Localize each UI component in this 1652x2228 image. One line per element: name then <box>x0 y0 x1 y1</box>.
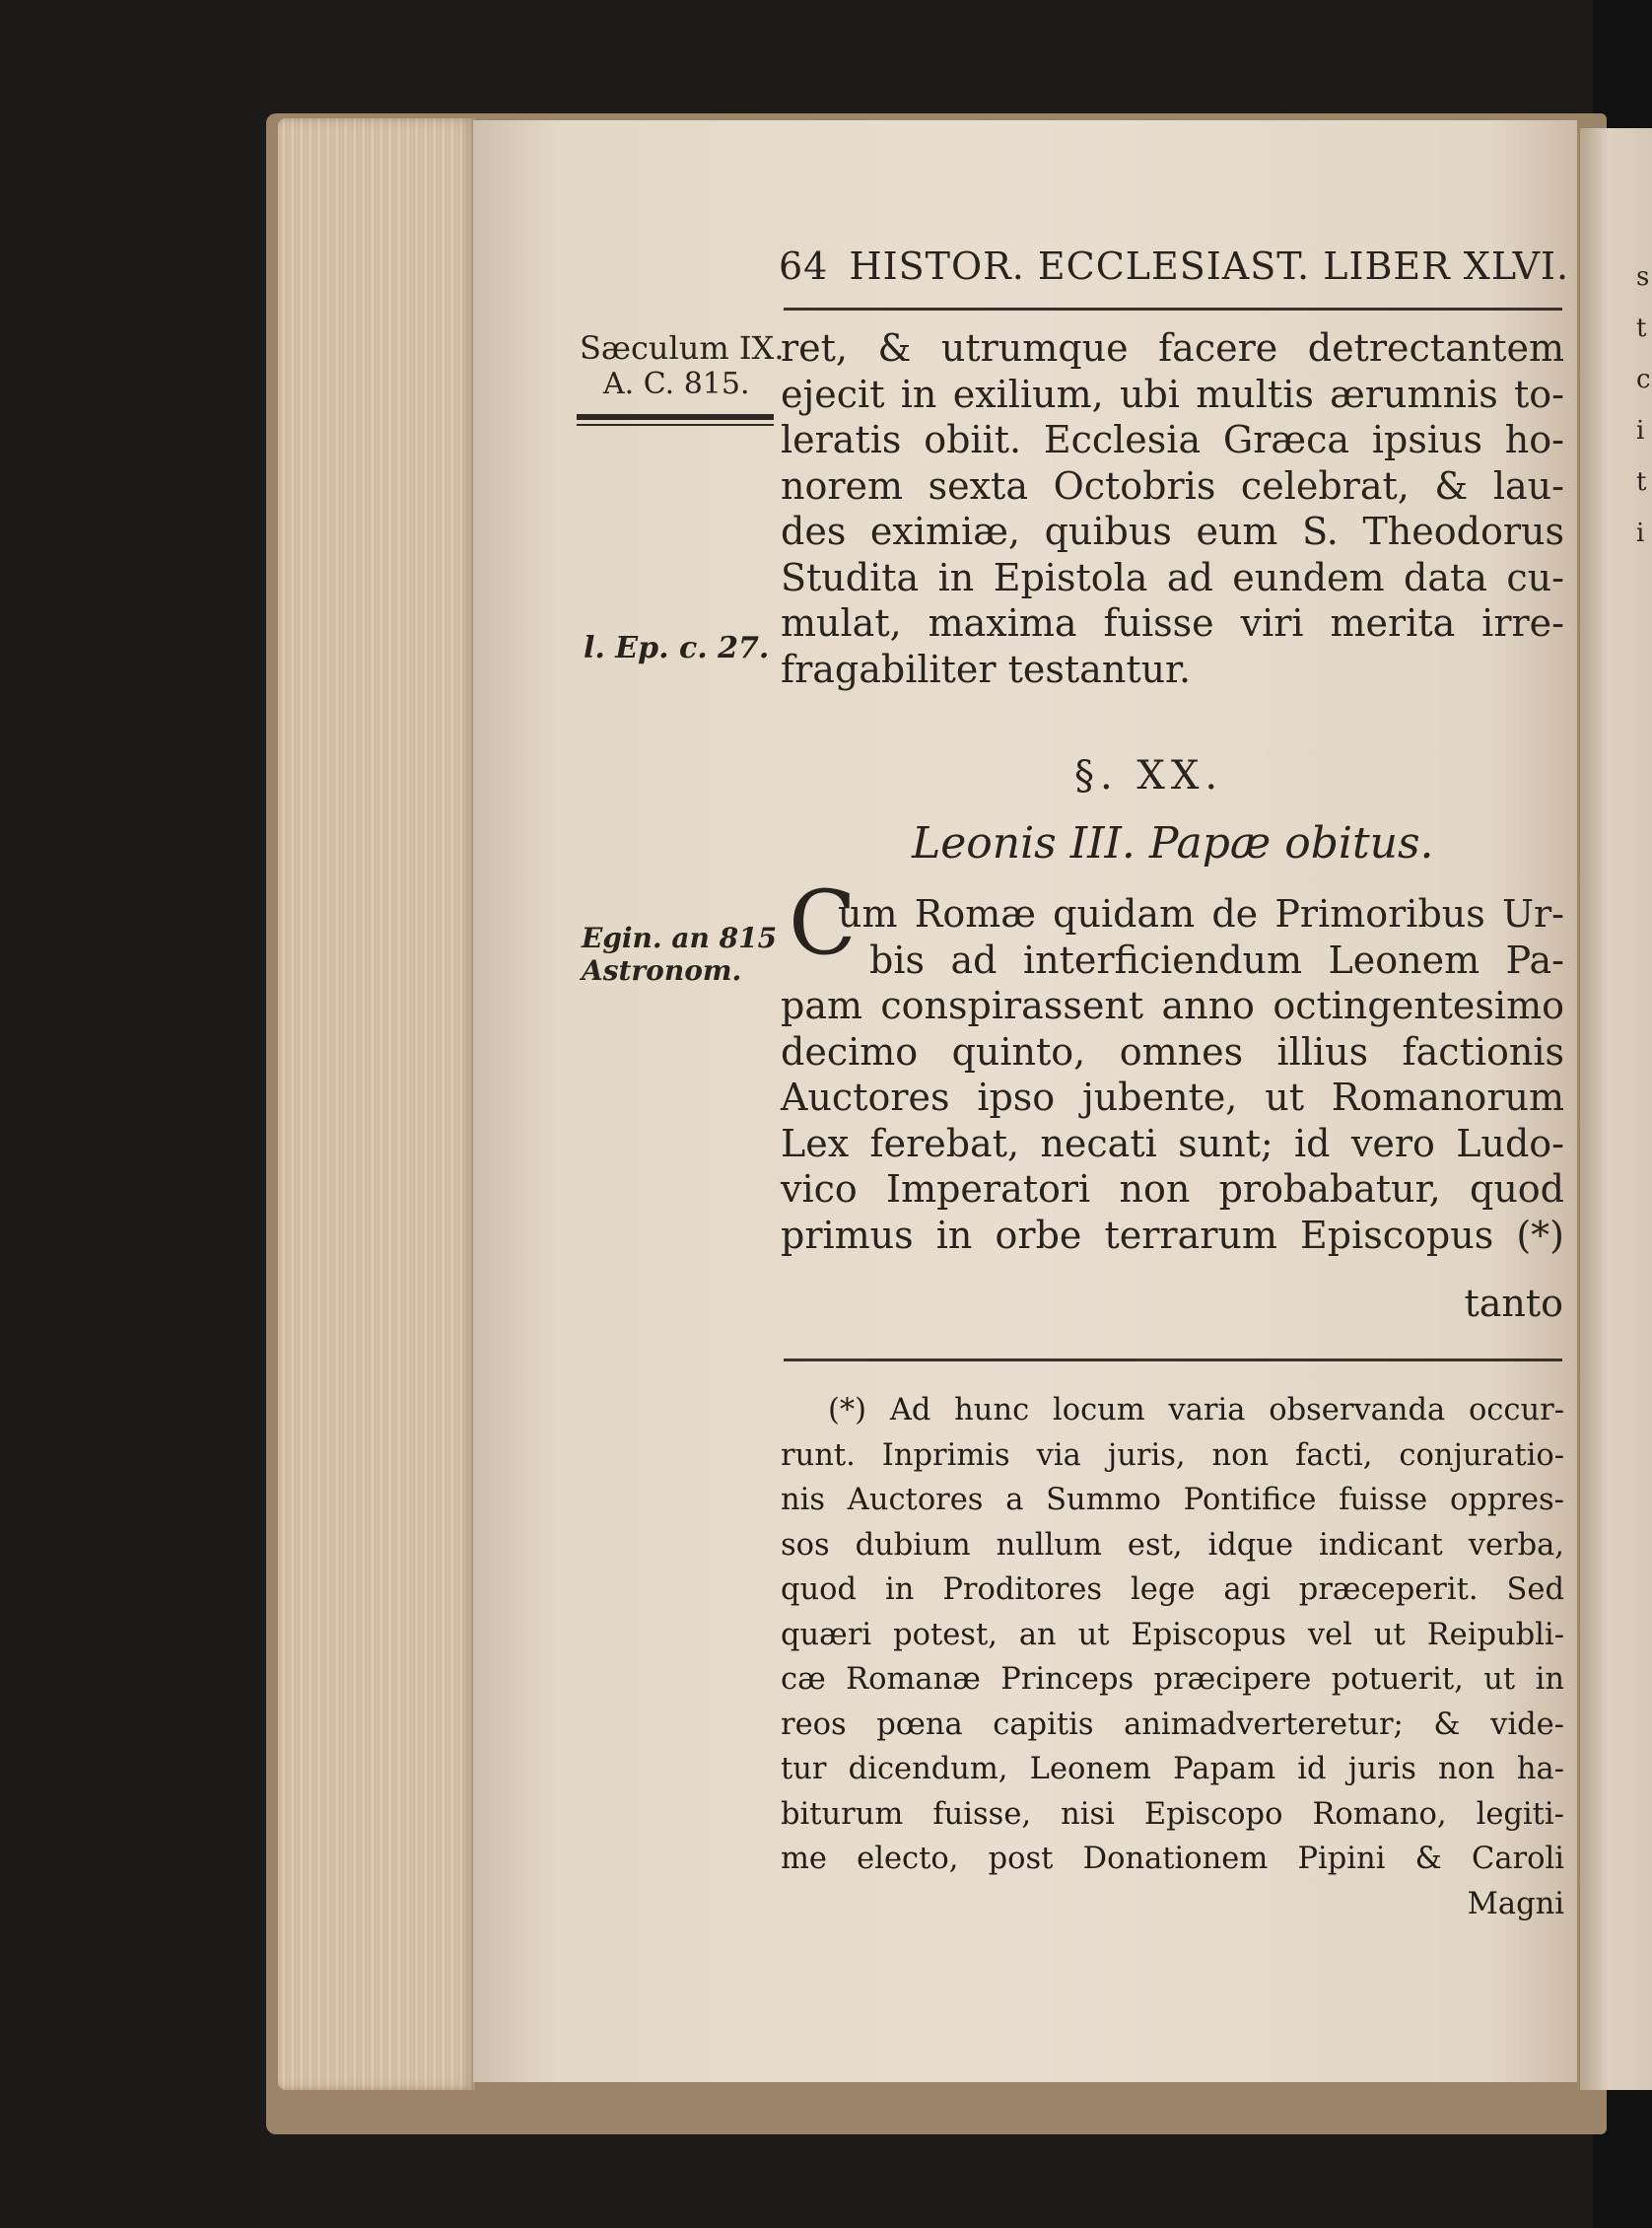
margin-reference: Egin. an 815 <box>582 922 778 954</box>
footnote-line: sos dubium nullum est, idque indicant verba, <box>781 1527 1564 1563</box>
header-rule <box>784 308 1562 311</box>
footnote-line: reos pœna capitis animadverteretur; & vide- <box>781 1706 1564 1742</box>
text-line: pam conspirassent anno octingentesimo <box>781 984 1564 1027</box>
margin-rule-thick <box>577 414 774 420</box>
footnote-line: runt. Inprimis via juris, non facti, conjuratio- <box>781 1437 1564 1473</box>
text-line: bis ad interficiendum Leonem Pa- <box>869 938 1564 982</box>
text-line: des eximiæ, quibus eum S. Theodorus <box>781 510 1564 553</box>
facing-page-letters <box>1636 251 1652 559</box>
section-title: Leonis III. Papæ obitus. <box>912 818 1434 869</box>
footnote-line: quod in Proditores lege agi præceperit. Sed <box>781 1572 1564 1607</box>
margin-rule-thin <box>577 424 774 426</box>
text-line: Studita in Epistola ad eundem data cu- <box>781 555 1564 599</box>
facing-letter: t <box>1636 313 1647 343</box>
facing-letter: c <box>1636 365 1651 394</box>
dark-background <box>0 0 261 2228</box>
margin-year: A. C. 815. <box>603 367 750 401</box>
footnote-line: biturum fuisse, nisi Episcopo Romano, legiti- <box>781 1796 1564 1832</box>
running-header <box>779 244 1570 288</box>
facing-letter: t <box>1636 467 1647 497</box>
margin-reference: l. Ep. c. 27. <box>584 631 770 665</box>
page-edges <box>278 118 475 2090</box>
text-line: leratis obiit. Ecclesia Græca ipsius ho- <box>781 418 1564 461</box>
text-line: primus in orbe terrarum Episcopus (*) <box>781 1213 1564 1257</box>
text-line: ejecit in exilium, ubi multis ærumnis to- <box>781 372 1564 416</box>
running-title: HISTOR. ECCLESIAST. LIBER XLVI. <box>849 244 1570 288</box>
facing-letter: i <box>1636 416 1645 446</box>
text-line: norem sexta Octobris celebrat, & lau- <box>781 463 1564 508</box>
section-number: §. XX. <box>1074 753 1224 799</box>
catchword: tanto <box>1464 1282 1563 1325</box>
footnote-line: (*) Ad hunc locum varia observanda occur- <box>828 1393 1564 1427</box>
text-line: Auctores ipso jubente, ut Romanorum <box>781 1076 1564 1119</box>
drop-cap: C <box>789 871 857 975</box>
text-line: vico Imperatori non probabatur, quod <box>781 1167 1564 1211</box>
text-line: fragabiliter testantur. <box>781 647 1192 691</box>
text-line: ret, & utrumque facere detrectantem <box>781 326 1564 370</box>
page-number: 64 <box>779 244 829 288</box>
margin-reference: Astronom. <box>582 954 742 987</box>
footnote-line: nis Auctores a Summo Pontifice fuisse oppres- <box>781 1483 1564 1517</box>
footnote-line: cæ Romanæ Princeps præcipere potuerit, ut in <box>781 1662 1564 1697</box>
footnote-rule <box>784 1358 1562 1361</box>
footnote-line: tur dicendum, Leonem Papam id juris non ha- <box>781 1752 1564 1786</box>
body-text-main <box>781 891 1564 1258</box>
footnote-line: quæri potest, an ut Episcopus vel ut Reipubli- <box>781 1617 1564 1652</box>
text-line: mulat, maxima fuisse viri merita irre- <box>781 601 1564 645</box>
footnote <box>781 1388 1564 1926</box>
text-line: um Romæ quidam de Primoribus Ur- <box>838 892 1564 936</box>
body-text-top <box>781 325 1564 692</box>
footnote-line: me electo, post Donationem Pipini & Caroli <box>781 1842 1564 1876</box>
footnote-catchword: Magni <box>1467 1886 1564 1921</box>
text-line: decimo quinto, omnes illius factionis <box>781 1029 1564 1074</box>
margin-century: Sæculum IX. <box>580 329 785 367</box>
text-line: Lex ferebat, necati sunt; id vero Ludo- <box>781 1121 1564 1165</box>
facing-letter: i <box>1636 519 1645 548</box>
facing-letter: s <box>1636 262 1650 292</box>
